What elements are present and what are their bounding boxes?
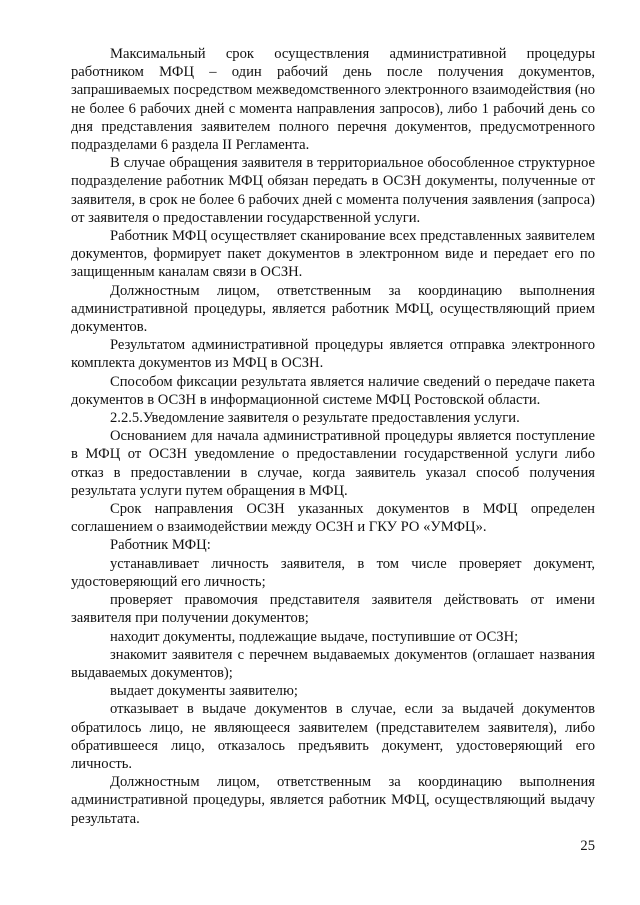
paragraph-fixation: Способом фиксации результата является наличие сведений о передаче пакета документов в ОСЗН в информационной системе МФЦ Ростовской области. (71, 373, 595, 408)
paragraph-worker-intro: Работник МФЦ: (110, 537, 211, 554)
paragraph-responsible-reception: Должностным лицом, ответственным за координацию выполнения административной процедуры, является работник МФЦ, осуществляющий прием документов. (71, 282, 595, 336)
paragraph-basis: Основанием для начала административной процедуры является поступление в МФЦ от ОСЗН уведомление о предоставлении государственной услуги либо отказ в предоставлении в случае, когда заявитель указал способ получения результата услуги путем обращения в МФЦ. (71, 428, 595, 499)
paragraph-term-sending: Срок направления ОСЗН указанных документов в МФЦ определен соглашением о взаимодействии между ОСЗН и ГКУ РО «УМФЦ». (71, 501, 595, 536)
list-item-authority: проверяет правомочия представителя заявителя действовать от имени заявителя при получении документов; (71, 592, 595, 627)
list-item-issue: выдает документы заявителю; (110, 683, 298, 700)
document-body (71, 45, 595, 828)
paragraph-scanning: Работник МФЦ осуществляет сканирование всех представленных заявителем документов, формирует пакет документов в электронном виде и передает его по защищенным каналам связи в ОСЗН. (71, 228, 595, 281)
paragraph-result: Результатом административной процедуры является отправка электронного комплекта документов из МФЦ в ОСЗН. (71, 337, 595, 372)
paragraph-territorial-unit: В случае обращения заявителя в территориальное обособленное структурное подразделение работник МФЦ обязан передать в ОСЗН документы, полученные от заявителя, в срок не более 6 рабочих дней с момента получения заявления (запроса) от заявителя о предоставлении государственной услуги. (71, 155, 595, 226)
page-number: 25 (580, 838, 595, 854)
paragraph-responsible-issue: Должностным лицом, ответственным за координацию выполнения административной процедуры, является работник МФЦ, осуществляющий выдачу результата. (71, 774, 595, 827)
list-item-find-documents: находит документы, подлежащие выдаче, поступившие от ОСЗН; (110, 628, 519, 645)
list-item-refusal: отказывает в выдаче документов в случае, если за выдачей документов обратилось лицо, не являющееся заявителем (представителем заявителя), либо обратившееся лицо, отказалось предъявить документ, удостоверяющий его личность. (71, 701, 595, 772)
section-heading-2-2-5: 2.2.5.Уведомление заявителя о результате предоставления услуги. (110, 410, 520, 427)
list-item-identity: устанавливает личность заявителя, в том числе проверяет документ, удостоверяющий его личность; (71, 555, 595, 590)
list-item-familiarize: знакомит заявителя с перечнем выдаваемых документов (оглашает названия выдаваемых документов); (71, 646, 595, 681)
paragraph-max-term: Максимальный срок осуществления административной процедуры работником МФЦ – один рабочий день после получения документов, запрашиваемых посредством межведомственного электронного взаимодействия (но не более 6 рабочих дней с момента направления запросов), либо 1 рабочий день со дня представления заявителем полного перечня документов, предусмотренного подразделами 6 раздела II Регламента. (71, 46, 595, 154)
